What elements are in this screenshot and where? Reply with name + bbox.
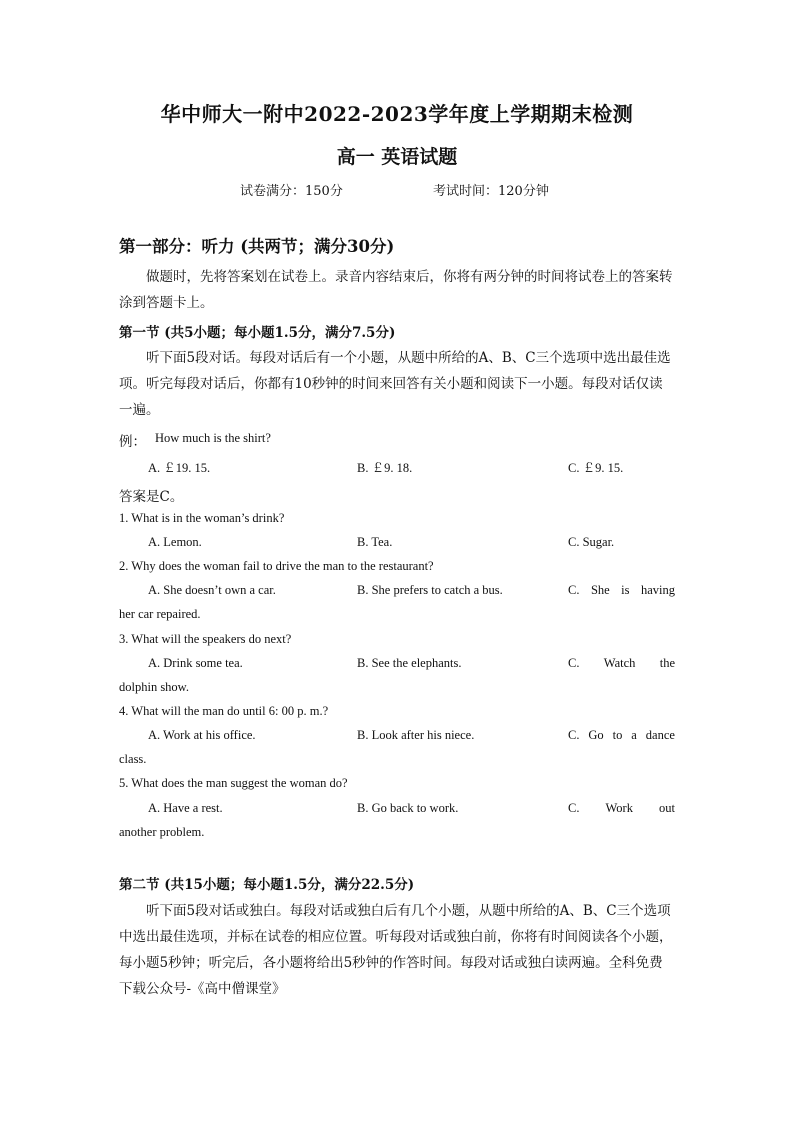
question-4-option-c: [568, 728, 675, 743]
question-1-option-b: B. Tea.: [357, 535, 393, 549]
example-label: 例：: [119, 434, 146, 450]
question-3: 3. What will the speakers do next?: [119, 632, 292, 646]
part1-heading: 第一部分：听力 (共两节；满分30分): [119, 237, 395, 256]
question-4: 4. What will the man do until 6: 00 p. m.?: [119, 704, 329, 718]
part1-intro: 做题时，先将答案划在试卷上。录音内容结束后，你将有两分钟的时间将试卷上的答案转涂到答题卡上。: [119, 269, 673, 311]
question-1-option-c: C. Sugar.: [568, 535, 615, 549]
word: Go: [588, 728, 604, 742]
word: dance: [645, 728, 675, 742]
question-5-option-b: B. Go back to work.: [357, 801, 459, 815]
word: Watch: [603, 656, 636, 670]
exam-time: 考试时间：120分钟: [433, 184, 549, 199]
section2-instructions: 听下面5段对话或独白。每段对话或独白后有几个小题，从题中所给的A、B、C三个选项中选出最佳选项，并标在试卷的相应位置。听每段对话或独白前，你将有时间阅读各个小题，每小题5秒钟；听完后，各小题将给出5秒钟的作答时间。每段对话或独白读两遍。全科免费下载公众号-《高中僧课堂》: [119, 903, 673, 997]
word: to: [612, 728, 623, 742]
question-2-option-c-continued: her car repaired.: [119, 607, 201, 621]
question-5-option-a: A. Have a rest.: [148, 801, 223, 815]
example-option-a: A. ￡19. 15.: [148, 461, 211, 475]
exam-title: 华中师大一附中2022-2023学年度上学期期末检测: [160, 102, 634, 126]
word: a: [631, 728, 637, 742]
word: C.: [568, 801, 580, 815]
question-5: 5. What does the man suggest the woman do?: [119, 776, 348, 790]
word: C.: [568, 656, 580, 670]
question-2-option-c: [568, 583, 675, 598]
question-1: 1. What is in the woman’s drink?: [119, 511, 285, 525]
example-option-c: C. ￡9. 15.: [568, 461, 624, 475]
question-4-option-c-continued: class.: [119, 752, 147, 766]
question-5-option-c: [568, 801, 675, 816]
question-2: 2. Why does the woman fail to drive the man to the restaurant?: [119, 559, 434, 573]
question-1-option-a: A. Lemon.: [148, 535, 202, 549]
exam-subtitle: 高一 英语试题: [336, 146, 458, 168]
word: is: [621, 583, 630, 597]
word: having: [640, 583, 675, 597]
word: She: [590, 583, 610, 597]
question-4-option-b: B. Look after his niece.: [357, 728, 475, 742]
question-2-option-a: A. She doesn’t own a car.: [148, 583, 276, 597]
section2-heading: 第二节 (共15小题；每小题1.5分，满分22.5分): [119, 877, 415, 893]
example-answer: 答案是C。: [119, 489, 184, 505]
question-4-option-a: A. Work at his office.: [148, 728, 256, 742]
question-3-option-a: A. Drink some tea.: [148, 656, 243, 670]
question-3-option-b: B. See the elephants.: [357, 656, 462, 670]
question-3-option-c-continued: dolphin show.: [119, 680, 190, 694]
example-option-b: B. ￡9. 18.: [357, 461, 413, 475]
section1-heading: 第一节 (共5小题；每小题1.5分，满分7.5分): [119, 325, 396, 341]
example-question: How much is the shirt?: [155, 431, 271, 445]
word: Work: [605, 801, 633, 815]
section1-instructions: 听下面5段对话。每段对话后有一个小题，从题中所给的A、B、C三个选项中选出最佳选项。听完每段对话后，你都有10秒钟的时间来回答有关小题和阅读下一小题。每段对话仅读一遍。: [119, 350, 671, 418]
word: C.: [568, 728, 580, 742]
word: out: [659, 801, 675, 815]
question-2-option-b: B. She prefers to catch a bus.: [357, 583, 503, 597]
question-3-option-c: [568, 656, 675, 671]
full-score: 试卷满分：150分: [240, 184, 343, 199]
word: the: [659, 656, 675, 670]
question-5-option-c-continued: another problem.: [119, 825, 205, 839]
word: C.: [568, 583, 580, 597]
